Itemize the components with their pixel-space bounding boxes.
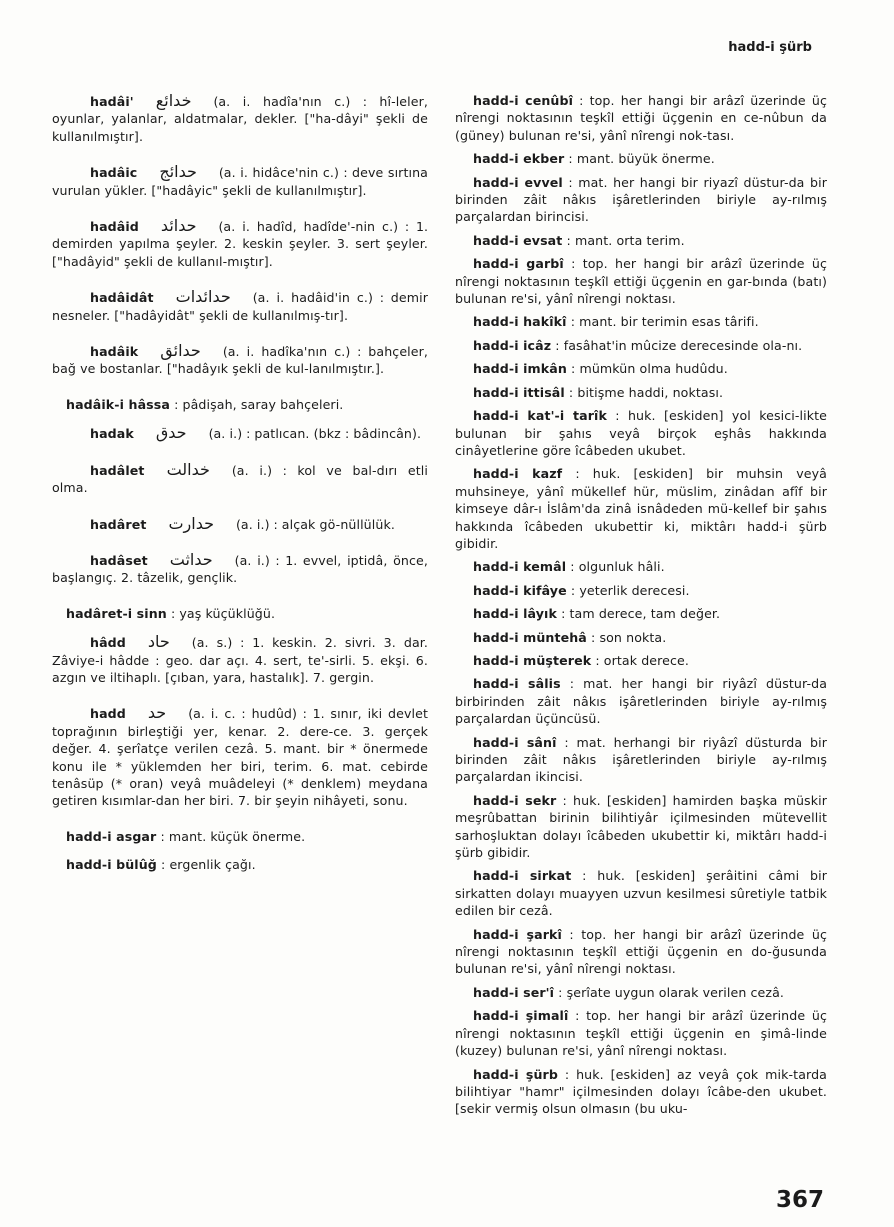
entry-headword: hadd-i sâlis (473, 676, 561, 692)
entry-headword: hadâi' (90, 94, 134, 109)
entry-headword: hadd-i müşterek (473, 652, 592, 668)
right-column (455, 92, 827, 1124)
entry-headword: hadâik (90, 344, 139, 360)
entry-headword: hadd-i ekber (473, 151, 565, 167)
entry-definition: : olgunluk hâli. (570, 559, 665, 575)
entry-headword: hadâset (90, 552, 148, 568)
entry-headword: hadd (90, 706, 126, 722)
dictionary-entry (455, 150, 827, 167)
dictionary-entry (455, 174, 827, 226)
entry-arabic-script: خدالت (166, 459, 210, 479)
entry-definition: : bitişme haddi, noktası. (568, 384, 724, 400)
dictionary-entry (52, 92, 428, 145)
entry-headword: hadd-i şarkî (473, 926, 562, 942)
entry-arabic-script: حدائق (160, 341, 201, 361)
entry-definition: : son nokta. (591, 629, 667, 645)
entry-headword: hadd-i sirkat (473, 868, 572, 884)
entry-definition: : top. her hangi bir arâzî üzerinde üç nîrengi noktasının teşkîl ettiği üçgenin en do-ğusunda bulunan re'si, yânî nîrengi noktası. (455, 926, 827, 977)
entry-headword: hadd-i kemâl (473, 559, 567, 575)
entry-headword: hadd-i hakîkî (473, 314, 567, 330)
dictionary-entry (455, 384, 827, 401)
entry-headword: hadd-i asgar (66, 828, 157, 844)
dictionary-entry (52, 605, 428, 622)
dictionary-entry (455, 605, 827, 622)
dictionary-entry (455, 926, 827, 978)
entry-arabic-script: حدائد (160, 216, 197, 236)
dictionary-entry (455, 629, 827, 646)
entry-definition: : mat. her hangi bir riyazî düstur-da bir birinden zâit nâkıs işâretlerinden biriyle ay-rılmış parçalardan birincisi. (455, 174, 827, 225)
entry-headword: hadd-i evvel (473, 174, 563, 190)
dictionary-entry (52, 633, 428, 686)
entry-definition: (a. i.) : 1. evvel, iptidâ, önce, başlangıç. 2. tâzelik, gençlik. (52, 552, 428, 586)
dictionary-entry (455, 92, 827, 144)
entry-definition: : ergenlik çağı. (161, 857, 256, 873)
entry-headword: hadd-i şimalî (473, 1008, 569, 1024)
entry-definition: : huk. [eskiden] bir muhsin veyâ muhsineye, yânî mükellef hür, müslim, zinâdan afîf bir kimseye dâr-ı İslâm'da zinâ isnâdeden mü-kellef bir şahıs hakkında îcâbeden ukubettir ki, miktârı hadd-i şürb gibidir. (455, 466, 827, 551)
entry-definition: (a. i. hadîka'nın c.) : bahçeler, bağ ve bostanlar. ["hadâyık şekli de kul-lanılmıştır.]. (52, 344, 428, 377)
entry-definition: : pâdişah, saray bahçeleri. (174, 396, 344, 412)
entry-definition: : huk. [eskiden] şerâitini câmi bir sirkatten dolayı muayyen uzvun kesilmesi sûretiyle tatbik edilen bir cezâ. (455, 868, 828, 919)
entry-definition: : mat. her hangi bir riyâzî düstur-da birbirinden zâit nâkıs işâretlerinden biriyle ay-rılmış parçalardan üçüncüsü. (455, 676, 828, 727)
dictionary-entry (52, 288, 428, 324)
entry-headword: hadd-i kifâye (473, 582, 567, 598)
entry-headword: hadd-i lâyık (473, 606, 557, 622)
entry-arabic-script: حاد (147, 632, 170, 652)
dictionary-entry (52, 461, 428, 497)
page-number: 367 (775, 1187, 824, 1213)
dictionary-entry (52, 342, 428, 378)
dictionary-entry (52, 704, 428, 809)
entry-headword: hadak (90, 426, 134, 442)
entry-headword: hadd-i sânî (473, 734, 557, 750)
entry-definition: : mant. küçük önerme. (160, 828, 306, 844)
dictionary-entry (455, 313, 827, 330)
entry-headword: hadd-i icâz (473, 337, 552, 353)
dictionary-entry (455, 1066, 827, 1118)
entry-definition: : top. her hangi bir arâzî üzerinde üç nîrengi noktasının teşkîl ettiği üçgenin en şimâ-linde (kuzey) bulunan re'si, yânî nîrengi noktası. (455, 1008, 827, 1059)
entry-arabic-script: حدارت (168, 513, 214, 533)
entry-definition: : şerîate uygun olarak verilen cezâ. (558, 984, 785, 1000)
entry-definition: : top. her hangi bir arâzî üzerinde üç nîrengi noktasının teşkîl ettiği üçgenin en ce-nûbun da (güney) bulunan re'si, yânî nîrengi nok-tası. (455, 93, 827, 143)
entry-arabic-script: حد (147, 703, 167, 723)
entry-arabic-script: حداثت (169, 549, 213, 569)
entry-headword: hadd-i ittisâl (473, 384, 565, 400)
dictionary-entry (455, 582, 827, 599)
left-column (52, 92, 428, 885)
entry-definition: : top. her hangi bir arâzî üzerinde üç nîrengi noktasının teşkîl ettiği üçgenin en gar-bında (batı) bulunan re'si, yânî nîrengi noktası. (455, 256, 828, 307)
entry-definition: : mümkün olma hudûdu. (571, 361, 728, 377)
dictionary-entry (455, 337, 827, 354)
entry-headword: hadd-i evsat (473, 232, 563, 248)
entry-arabic-script: حدائج (159, 162, 197, 182)
entry-definition: (a. i. c. : hudûd) : 1. sınır, iki devlet toprağının birleştiği yer, kenar. 2. dere-ce. 3. gerçek değer. 4. şerîatçe verilen cezâ. 5. mant. bir * önermede konu ile * yüklemden her biri, terim. 6. mat. cebirde tenâsüp (* oran) veyâ muâdeleyi (* denklem) meydana getiren kısımlar-dan her biri. 7. bir şeyin nihâyeti, sonu. (52, 706, 428, 809)
entry-headword: hadd-i şürb (473, 1066, 558, 1082)
entry-headword: hadd-i kat'-i tarîk (473, 408, 607, 424)
dictionary-entry (455, 360, 827, 377)
entry-definition: : huk. [eskiden] yol kesici-likte bulunan bir şahıs veyâ birçok eşhâs hakkında cinâyetlerine göre îcâbeden ukubet. (455, 408, 827, 458)
entry-definition: : ortak derece. (595, 652, 689, 668)
running-head: hadd-i şürb (728, 40, 812, 55)
entry-headword: hadd-i garbî (473, 256, 564, 272)
entry-definition: (a. i.) : kol ve bal-dırı etli olma. (52, 462, 428, 496)
dictionary-entry (455, 558, 827, 575)
dictionary-entry (52, 515, 428, 533)
dictionary-entry (52, 551, 428, 587)
dictionary-entry (455, 407, 827, 459)
dictionary-entry (52, 856, 428, 873)
entry-headword: hadd-i ser'î (473, 984, 555, 1000)
dictionary-entry (52, 217, 428, 270)
entry-headword: hadd-i sekr (473, 792, 557, 808)
dictionary-entry (455, 867, 827, 919)
entry-headword: hadd-i cenûbî (473, 93, 573, 108)
dictionary-entry (52, 396, 428, 413)
dictionary-entry (455, 984, 827, 1001)
dictionary-entry (455, 255, 827, 307)
dictionary-entry (52, 163, 428, 199)
entry-definition: : mat. herhangi bir riyâzî düsturda bir birinden zâit nâkıs işâretlerinden biriyle ay-rılmış parçalardan ikincisi. (455, 734, 827, 785)
entry-arabic-script: حدق (155, 423, 187, 443)
entry-definition: (a. i.) : alçak gö-nüllülük. (235, 516, 395, 532)
entry-headword: hâdd (90, 635, 126, 651)
entry-definition: : tam derece, tam değer. (561, 606, 721, 622)
entry-definition: : mant. orta terim. (566, 232, 685, 248)
dictionary-entry (455, 675, 827, 727)
entry-definition: (a. i. hadîa'nın c.) : hî-leler, oyunlar, yalanlar, aldatmalar, dekler. ["ha-dâyi" şekli de kullanılmıştır]. (52, 94, 428, 144)
dictionary-entry (455, 652, 827, 669)
dictionary-entry (455, 792, 827, 862)
entry-headword: hadd-i imkân (473, 361, 567, 377)
entry-headword: hadd-i bülûğ (66, 857, 157, 873)
entry-definition: : huk. [eskiden] az veyâ çok mik-tarda bilihtiyar "hamr" içilmesinden dolayı îcâbe-den ukubet. [sekir vermiş olsun olmasın (bu uku- (455, 1066, 827, 1117)
entry-headword: hadâlet (90, 462, 145, 478)
entry-definition: : mant. bir terimin esas târifi. (570, 314, 759, 330)
entry-definition: : yeterlik derecesi. (570, 582, 690, 598)
entry-headword: hadâid (90, 219, 139, 235)
entry-headword: hadâic (90, 165, 138, 181)
entry-headword: hadâret (90, 516, 147, 532)
entry-arabic-script: خدائع (155, 91, 192, 110)
entry-headword: hadâik-i hâssa (66, 396, 170, 412)
dictionary-entry (52, 828, 428, 845)
dictionary-entry (455, 1007, 827, 1059)
entry-headword: hadd-i müntehâ (473, 629, 587, 645)
entry-headword: hadâret-i sinn (66, 605, 167, 621)
entry-definition: : fasâhat'in mûcize derecesinde ola-nı. (555, 337, 803, 353)
dictionary-entry (455, 734, 827, 786)
entry-headword: hadd-i kazf (473, 466, 563, 482)
entry-headword: hadâidât (90, 290, 154, 306)
dictionary-entry (455, 465, 827, 552)
entry-definition: (a. s.) : 1. keskin. 2. sivri. 3. dar. Zâviye-i hâdde : geo. dar açı. 4. sert, te'-sirli. 5. ekşi. 6. azgın ve iltihaplı. [çıban, yara, hastalık]. 7. gergin. (52, 635, 428, 685)
dictionary-entry (455, 232, 827, 249)
entry-definition: (a. i. hadâid'in c.) : demir nesneler. ["hadâyidât" şekli de kullanılmış-tır]. (52, 290, 428, 323)
dictionary-entry (52, 424, 428, 442)
entry-arabic-script: حدائدات (175, 287, 231, 307)
entry-definition: : huk. [eskiden] hamirden başka müskir meşrûbattan birinin bilihtiyâr içilmesinden mütevellit sarhoşluktan dolayı îcâbeden ukubettir ki, miktârı hadd-i şürb gibidir. (455, 792, 827, 861)
entry-definition: (a. i. hadîd, hadîde'-nin c.) : 1. demirden yapılma şeyler. 2. keskin şeyler. 3. sert şeyler. ["hadâyid" şekli de kullanıl-mıştır]. (52, 219, 428, 269)
entry-definition: : yaş küçüklüğü. (170, 605, 276, 621)
entry-definition: (a. i.) : patlıcan. (bkz : bâdincân). (208, 426, 422, 442)
entry-definition: (a. i. hidâce'nin c.) : deve sırtına vurulan yükler. ["hadâyic" şekli de kullanılmıştır]. (52, 165, 428, 198)
entry-definition: : mant. büyük önerme. (568, 151, 715, 167)
